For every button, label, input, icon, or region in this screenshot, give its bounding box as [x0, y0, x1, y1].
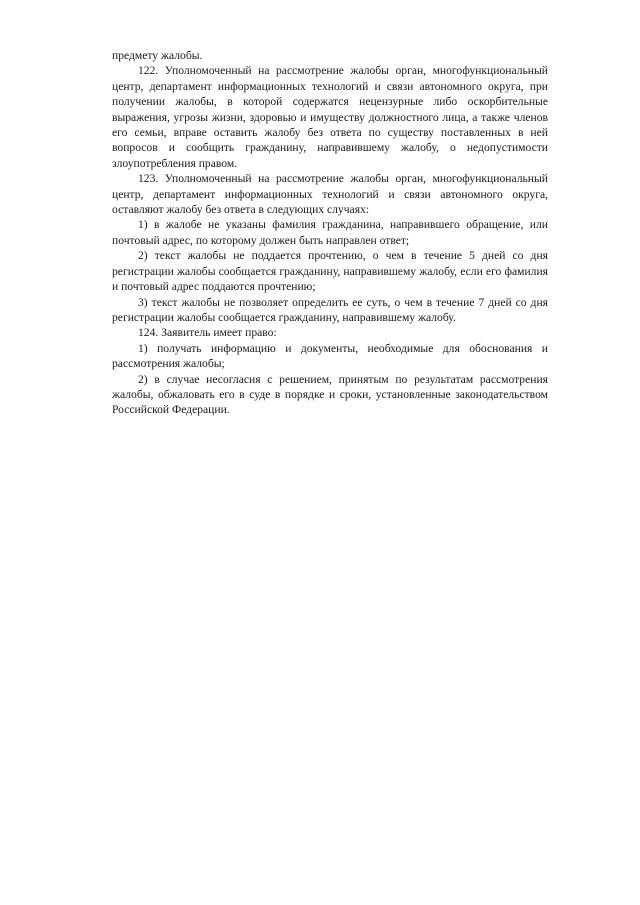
paragraph-124: 124. Заявитель имеет право:: [138, 326, 277, 340]
paragraph-continuation: предмету жалобы.: [112, 49, 203, 62]
paragraph-123-item-2: 2) текст жалобы не поддается прочтению, о чем в течение 5 дней со дня регистрации жалобы сообщается гражданину, направившему жалобу, если его фамилия и почтовый адрес поддаются прочтению;: [112, 249, 548, 294]
paragraph-123-item-1: 1) в жалобе не указаны фамилия гражданина, направившего обращение, или почтовый адрес, по которому должен быть направлен ответ;: [112, 218, 548, 247]
paragraph-124-item-2: 2) в случае несогласия с решением, принятым по результатам рассмотрения жалобы, обжаловать его в суде в порядке и сроки, установленные законодательством Российской Федерации.: [112, 372, 548, 417]
paragraph-123: 123. Уполномоченный на рассмотрение жалобы орган, многофункциональный центр, департамент информационных технологий и связи автономного округа, оставляют жалобу без ответа в следующих случаях:: [112, 172, 548, 217]
document-body: [112, 48, 548, 418]
paragraph-123-item-3: 3) текст жалобы не позволяет определить ее суть, о чем в течение 7 дней со дня регистрации жалобы сообщается гражданину, направившему жалобу.: [112, 295, 548, 324]
paragraph-122: 122. Уполномоченный на рассмотрение жалобы орган, многофункциональный центр, департамент информационных технологий и связи автономного округа, при получении жалобы, в которой содержатся нецензурные либо оскорбительные выражения, угрозы жизни, здоровью и имуществу должностного лица, а также членов его семьи, вправе оставить жалобу без ответа по существу поставленных в ней вопросов и сообщить гражданину, направившему жалобу, о недопустимости злоупотребления правом.: [112, 64, 548, 170]
paragraph-124-item-1: 1) получать информацию и документы, необходимые для обоснования и рассмотрения жалобы;: [112, 341, 548, 371]
